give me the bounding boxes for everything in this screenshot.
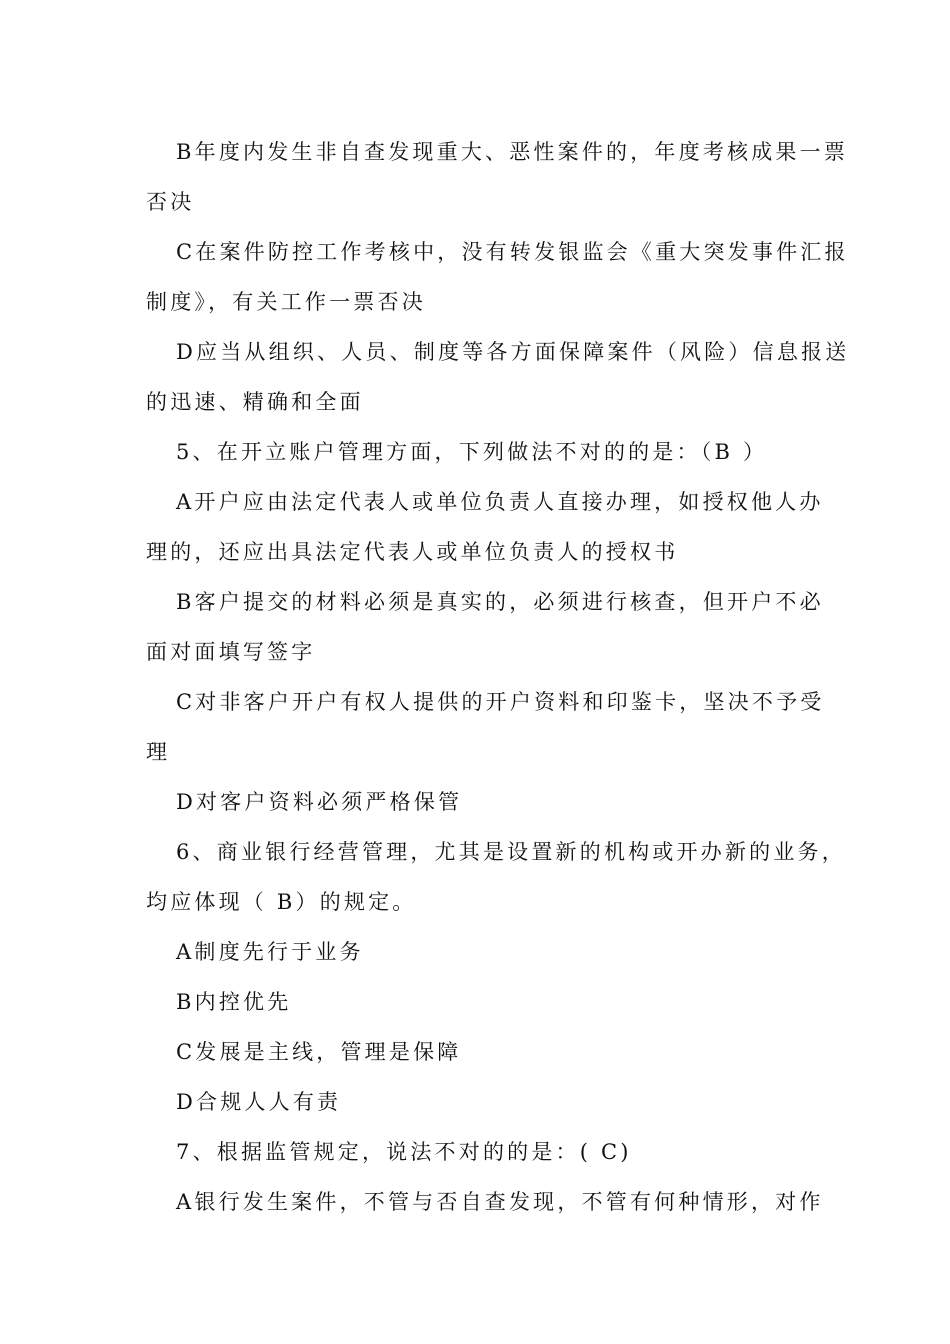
question-7: 7、根据监管规定，说法不对的的是：( C) [176, 1140, 632, 1164]
q7-option-a-line-1: A银行发生案件，不管与否自查发现，不管有何种情形，对作 [176, 1190, 824, 1214]
q6-option-a: A制度先行于业务 [176, 940, 364, 964]
question-6-line-1: 6、商业银行经营管理，尤其是设置新的机构或开办新的业务， [176, 840, 846, 864]
q5-option-a-line-2: 理的，还应出具法定代表人或单位负责人的授权书 [146, 540, 679, 564]
q6-option-c: C发展是主线，管理是保障 [176, 1040, 462, 1064]
q6-option-d: D合规人人有责 [176, 1090, 342, 1114]
q5-option-b-line-2: 面对面填写签字 [146, 640, 316, 664]
option-b-line-2: 否决 [146, 190, 195, 214]
option-d-line-1: D应当从组织、人员、制度等各方面保障案件（风险）信息报送 [176, 340, 850, 364]
q5-option-d: D对客户资料必须严格保管 [176, 790, 463, 814]
option-c-line-2: 制度》，有关工作一票否决 [146, 290, 426, 314]
q5-option-c-line-1: C对非客户开户有权人提供的开户资料和印鉴卡，坚决不予受 [176, 690, 825, 714]
question-6-line-2: 均应体现（ B）的规定。 [146, 890, 417, 914]
option-c-line-1: C在案件防控工作考核中，没有转发银监会《重大突发事件汇报 [176, 240, 849, 264]
q5-option-a-line-1: A开户应由法定代表人或单位负责人直接办理，如授权他人办 [176, 490, 824, 514]
option-b-line-1: B年度内发生非自查发现重大、恶性案件的，年度考核成果一票 [176, 140, 849, 164]
q5-option-c-line-2: 理 [146, 740, 171, 764]
q5-option-b-line-1: B客户提交的材料必须是真实的，必须进行核查，但开户不必 [176, 590, 824, 614]
option-d-line-2: 的迅速、精确和全面 [146, 390, 364, 414]
q6-option-b: B内控优先 [176, 990, 292, 1014]
question-5: 5、在开立账户管理方面，下列做法不对的的是：（B ） [176, 440, 768, 464]
